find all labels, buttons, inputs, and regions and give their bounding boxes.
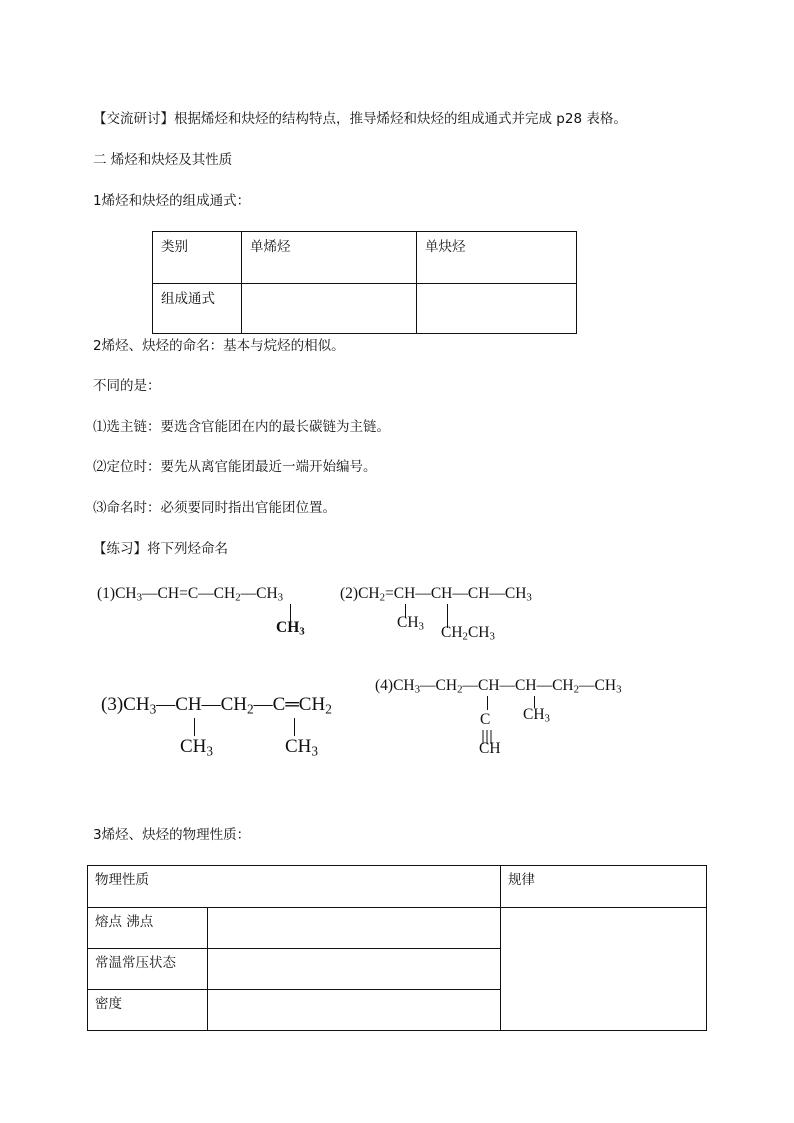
rule-numbering: ⑵定位时：要先从离官能团最近一端开始编号。: [93, 459, 377, 475]
formula-4-label: (4): [375, 677, 394, 694]
formula-1: [97, 585, 283, 603]
formula-4-branch2: $CH_3$: [523, 706, 550, 725]
formula-4-branch1: C: [480, 711, 491, 728]
table2-row-density: 密度: [88, 990, 208, 1031]
formula-1-chain: $CH_3—CH=C—CH_2—CH_3$: [115, 585, 284, 604]
table1-header-category: 类别: [153, 232, 242, 284]
formula-2-label: (2): [340, 585, 359, 602]
formula-3: [101, 694, 332, 716]
table2-row-melting-boiling: 熔点 沸点: [88, 908, 208, 949]
physical-properties-table: [87, 865, 707, 1031]
general-formula-table: [152, 231, 577, 334]
formula-3-branch1-bond: [194, 718, 195, 736]
formula-4: [375, 677, 622, 695]
table1-header-alkyne: 单炔烃: [417, 232, 577, 284]
formula-3-branch1: $CH_3$: [180, 736, 214, 759]
formula-3-branch2-bond: [294, 718, 295, 736]
formula-4-branch1-bond: [487, 696, 488, 710]
formula-4-chain: $CH_3—CH_2—CH—CH—CH_2—CH_3$: [393, 677, 622, 696]
table1-cell-alkene[interactable]: [242, 284, 417, 334]
subsection-3-title: 3烯烃、炔烃的物理性质：: [93, 827, 251, 843]
formula-2-chain: $CH_2=CH—CH—CH—CH_3$: [358, 585, 532, 604]
table1-cell-alkyne[interactable]: [417, 284, 577, 334]
subsection-1-title: 1烯烃和炔烃的组成通式：: [93, 193, 251, 209]
formula-2-branch2: $CH_2CH_3$: [441, 624, 495, 643]
subsection-2-title: 2烯烃、炔烃的命名：基本与烷烃的相似。: [93, 338, 345, 354]
differences-title: 不同的是：: [93, 378, 161, 394]
formula-2-branch1: $CH_3$: [397, 614, 424, 633]
table1-header-alkene: 单烯烃: [242, 232, 417, 284]
table2-cell-state[interactable]: [208, 949, 501, 990]
intro-text: 【交流研讨】根据烯烃和炔烃的结构特点，推导烯烃和炔烃的组成通式并完成 p28 表格。: [93, 111, 627, 127]
formula-2: [340, 585, 532, 603]
rule-main-chain: ⑴选主链：要选含官能团在内的最长碳链为主链。: [93, 419, 390, 435]
section-title: 二 烯烃和炔烃及其性质: [93, 152, 233, 168]
table2-cell-density[interactable]: [208, 990, 501, 1031]
rule-naming: ⑶命名时：必须要同时指出官能团位置。: [93, 500, 336, 516]
formula-3-chain: $CH_3—CH—CH_2—C═CH_2$: [123, 694, 332, 717]
table2-row-state: 常温常压状态: [88, 949, 208, 990]
formula-3-label: (3): [101, 694, 124, 715]
table1-row-label: 组成通式: [153, 284, 242, 334]
table2-header-property: 物理性质: [88, 866, 501, 908]
formula-4-branch1b: CH: [479, 740, 501, 757]
table2-cell-rule[interactable]: [501, 908, 707, 1031]
formula-1-branch: $CH_3$: [276, 619, 305, 638]
formula-3-branch2: $CH_3$: [285, 736, 319, 759]
table2-cell-melting-boiling[interactable]: [208, 908, 501, 949]
table2-header-rule: 规律: [501, 866, 707, 908]
exercise-title: 【练习】将下列烃命名: [93, 541, 228, 557]
formula-1-label: (1): [97, 585, 116, 602]
